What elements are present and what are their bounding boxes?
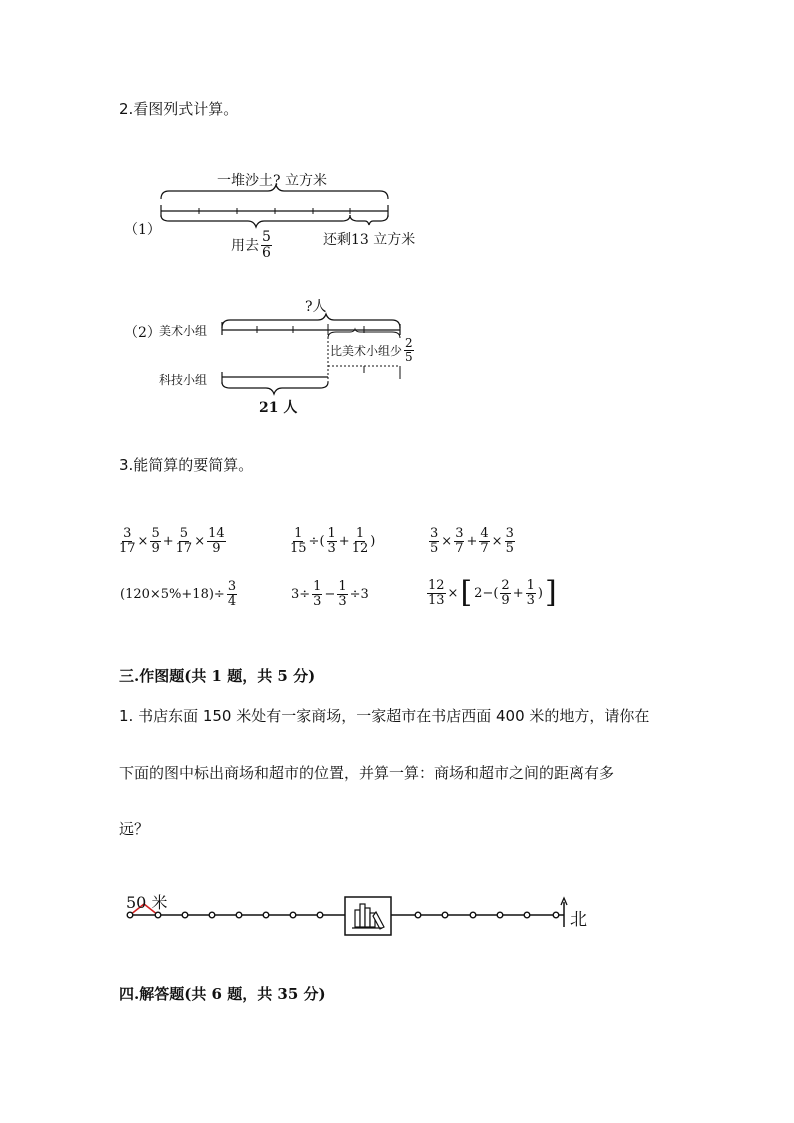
diagram-2-bottom-label: 21 人 (259, 400, 298, 416)
section-4-heading: 四.解答题(共 6 题，共 35 分) (119, 985, 326, 1003)
used-brace (161, 215, 350, 227)
art-group-label: 美术小组 (159, 324, 208, 338)
section-3-line-3: 远？ (119, 820, 150, 838)
diagram-2-top-label: ?人 (305, 299, 327, 315)
expr-3: $\frac{3}{5}$ × $\frac{3}{7}$ + $\frac{4}{7}$ × $\frac{3}{5}$ (430, 526, 514, 556)
diagram-1-used-label: 用去 $\frac{5}{6}$ (231, 229, 271, 261)
tech-group-label: 科技小组 (159, 373, 208, 387)
remain-brace (350, 215, 388, 225)
north-label: 北 (570, 910, 587, 930)
diagram-1-top-label: 一堆沙土? 立方米 (217, 173, 327, 189)
diagram-2-less-label: 比美术小组少 $\frac{2}{5}$ (330, 336, 413, 364)
q2-title: 2.看图列式计算。 (119, 100, 239, 118)
expr-5: 3÷ $\frac{1}{3}$ − $\frac{1}{3}$ ÷3 (291, 579, 369, 609)
bookstore-icon (345, 897, 391, 935)
expr-4: (120×5%+18)÷ $\frac{3}{4}$ (120, 579, 237, 609)
diagram-1-remain-label: 还剩13 立方米 (323, 232, 416, 248)
expr-1: $\frac{3}{17}$ × $\frac{5}{9}$ + $\frac{5}{17}$ × $\frac{14}{9}$ (119, 526, 225, 556)
used-fraction: $\frac{5}{6}$ (262, 229, 271, 261)
section-3-line-2: 下面的图中标出商场和超市的位置，并算一算：商场和超市之间的距离有多 (119, 764, 615, 782)
map-svg (118, 880, 608, 940)
map-diagram (118, 880, 608, 940)
q3-title: 3.能简算的要简算。 (119, 456, 254, 474)
less-fraction: $\frac{2}{5}$ (405, 336, 413, 364)
top-brace-2 (222, 314, 400, 328)
north-arrow-icon (561, 898, 567, 927)
expr-2: $\frac{1}{15}$ ÷( $\frac{1}{3}$ + $\frac{1}{12}$ ) (290, 526, 376, 556)
section-3-line-1: 1. 书店东面 150 米处有一家商场，一家超市在书店西面 400 米的地方，请你在 (119, 707, 650, 725)
section-3-heading: 三.作图题(共 1 题，共 5 分) (119, 667, 316, 685)
expr-6: $\frac{12}{13}$ × [ 2−( $\frac{2}{9}$ + $\frac{1}{3}$ ) ] (428, 575, 557, 610)
scale-label: 50 米 (126, 893, 168, 912)
diagram-1-number: （1） (124, 222, 161, 238)
diagram-2-number: （2） (124, 325, 161, 341)
bottom-brace-2 (222, 382, 328, 394)
